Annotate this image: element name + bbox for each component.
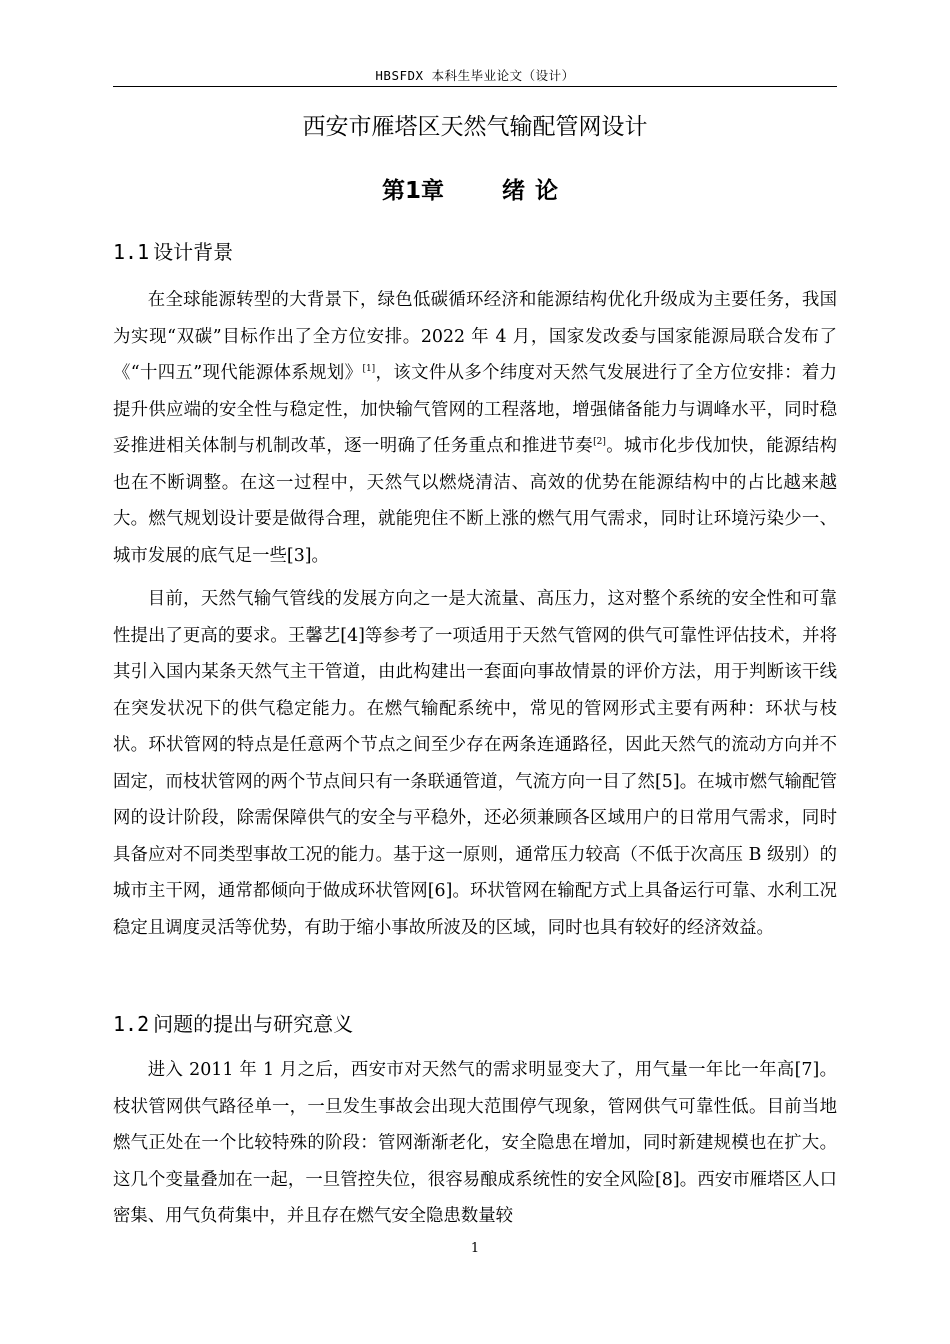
section-heading-1-2 (113, 1008, 353, 1037)
paragraph-text-part: 在全球能源转型的大背景下，绿色低碳循环经济和能源结构优化升级成为主要任务，我国为实现“双碳”目标作出了全方位安排。2022 年 4 月，国家发改委与国家能源局联合发布了《“十四五”现代能源体系规划》 (113, 290, 837, 383)
section-title: 问题的提出与研究意义 (153, 1012, 354, 1036)
paragraph-text-part: ，该文件从多个纬度对天然气发展进行了全方位安排：着力提升供应端的安全性与稳定性，加快输气管网的工程落地，增强储备能力与调峰水平，同时稳妥推进相关体制与机制改革，逐一明确了任务重点和推进节奏 (113, 363, 837, 456)
header-rule (113, 86, 837, 87)
section-heading-1-1 (113, 236, 233, 265)
citation: [2] (593, 437, 606, 447)
section-title: 设计背景 (153, 240, 234, 264)
section-number: 1.1 (113, 240, 150, 264)
section-number: 1.2 (113, 1012, 150, 1036)
page-number: 1 (470, 1241, 480, 1256)
paragraph-text-part: 。城市化步伐加快，能源结构也在不断调整。在这一过程中，天然气以燃烧清洁、高效的优势在能源结构中的占比越来越大。燃气规划设计要是做得合理，就能兜住不断上涨的燃气用气需求，同时让环境污染少一、城市发展的底气足一些[3]。 (113, 436, 837, 566)
chapter-heading (113, 172, 837, 205)
chapter-number: 第1章 (381, 178, 444, 204)
paragraph-background-1 (113, 282, 837, 574)
paragraph-background-2: 目前，天然气输气管线的发展方向之一是大流量、高压力，这对整个系统的安全性和可靠性提出了更高的要求。王馨艺[4]等参考了一项适用于天然气管网的供气可靠性评估技术，并将其引入国内某条天然气主干管道，由此构建出一套面向事故情景的评价方法，用于判断该干线在突发状况下的供气稳定能力。在燃气输配系统中，常见的管网形式主要有两种：环状与枝状。环状管网的特点是任意两个节点之间至少存在两条连通路径，因此天然气的流动方向并不固定，而枝状管网的两个节点间只有一条联通管道，气流方向一目了然[5]。在城市燃气输配管网的设计阶段，除需保障供气的安全与平稳外，还必须兼顾各区域用户的日常用气需求，同时具备应对不同类型事故工况的能力。基于这一原则，通常压力较高（不低于次高压 B 级别）的城市主干网，通常都倾向于做成环状管网[6]。环状管网在输配方式上具备运行可靠、水利工况稳定且调度灵活等优势，有助于缩小事故所波及的区域，同时也具有较好的经济效益。 (113, 589, 837, 938)
paragraph-problem-1: 进入 2011 年 1 月之后，西安市对天然气的需求明显变大了，用气量一年比一年高[7]。枝状管网供气路径单一，一旦发生事故会出现大范围停气现象，管网供气可靠性低。目前当地燃气正处在一个比较特殊的阶段：管网渐渐老化，安全隐患在增加，同时新建规模也在扩大。这几个变量叠加在一起，一旦管控失位，很容易酿成系统性的安全风险[8]。西安市雁塔区人口密集、用气负荷集中，并且存在燃气安全隐患数量较 (113, 1060, 837, 1226)
document-title: 西安市雁塔区天然气输配管网设计 (302, 114, 648, 140)
running-header: HBSFDX 本科生毕业论文（设计） (375, 68, 575, 83)
chapter-name: 绪论 (502, 178, 568, 204)
citation: [1] (362, 364, 376, 374)
